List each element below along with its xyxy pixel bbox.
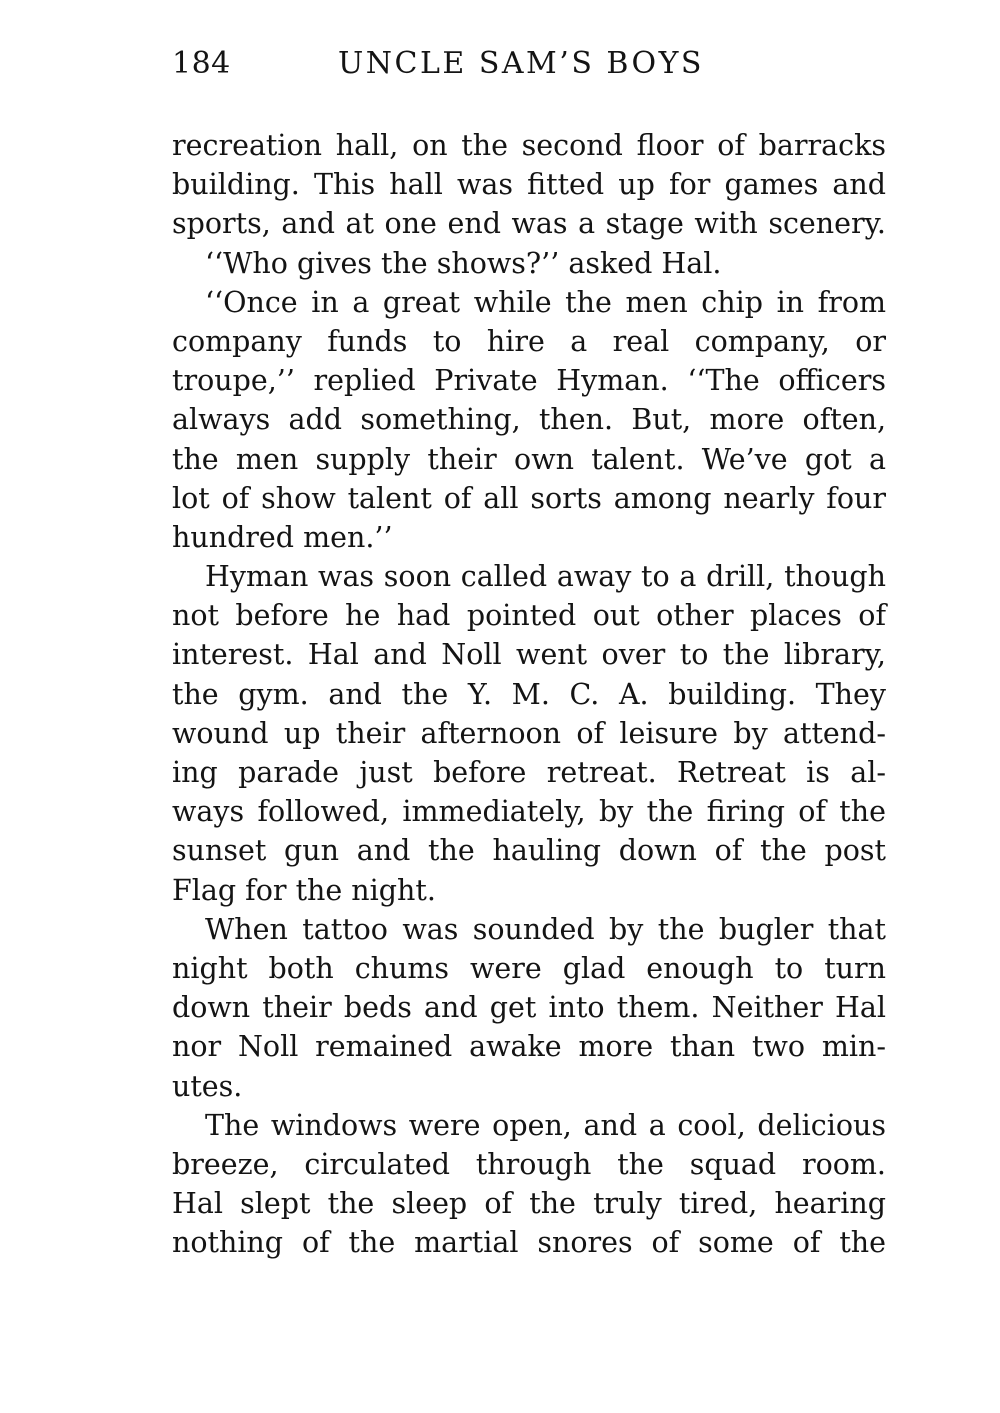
text-line: Hyman was soon called away to a drill, though bbox=[205, 560, 886, 594]
text-line: not before he had pointed out other places of bbox=[172, 599, 886, 633]
text-line: recreation hall, on the second floor of barracks bbox=[172, 129, 886, 162]
page-number: 184 bbox=[172, 46, 231, 81]
text-line: lot of show talent of all sorts among nearly four bbox=[172, 481, 886, 515]
text-line: hundred men.’’ bbox=[172, 520, 393, 554]
text-line: ing parade just before retreat. Retreat is al- bbox=[172, 756, 886, 789]
text-line: nor Noll remained awake more than two min- bbox=[172, 1030, 886, 1064]
text-line: sunset gun and the hauling down of the post bbox=[172, 834, 886, 868]
text-line: company funds to hire a real company, or bbox=[172, 324, 886, 358]
text-line: night both chums were glad enough to turn bbox=[172, 951, 886, 985]
text-line: down their beds and get into them. Neither Hal bbox=[172, 991, 886, 1025]
text-line: ways followed, immediately, by the firing of the bbox=[172, 795, 886, 829]
text-line: ‘‘Who gives the shows?’’ asked Hal. bbox=[205, 246, 722, 280]
text-line: wound up their afternoon of leisure by attend- bbox=[172, 716, 886, 750]
text-line: Hal slept the sleep of the truly tired, hearing bbox=[172, 1187, 886, 1221]
text-line: building. This hall was fitted up for games and bbox=[172, 168, 886, 202]
text-line: troupe,’’ replied Private Hyman. ‘‘The officers bbox=[172, 364, 886, 398]
text-line: the men supply their own talent. We’ve got a bbox=[172, 442, 886, 476]
text-line: always add something, then. But, more often, bbox=[172, 403, 886, 437]
text-line: The windows were open, and a cool, delicious bbox=[205, 1108, 886, 1142]
text-line: breeze, circulated through the squad room. bbox=[172, 1147, 886, 1181]
text-line: utes. bbox=[172, 1069, 243, 1103]
body-text bbox=[172, 126, 886, 1262]
text-line: interest. Hal and Noll went over to the library, bbox=[172, 638, 886, 672]
text-line: nothing of the martial snores of some of the bbox=[172, 1226, 886, 1260]
page-header bbox=[172, 46, 886, 86]
running-head: UNCLE SAM’S BOYS bbox=[338, 46, 704, 81]
text-line: Flag for the night. bbox=[172, 873, 436, 907]
text-line: When tattoo was sounded by the bugler that bbox=[205, 912, 886, 946]
text-line: the gym. and the Y. M. C. A. building. They bbox=[172, 677, 886, 711]
text-line: sports, and at one end was a stage with scenery. bbox=[172, 207, 886, 241]
text-line: ‘‘Once in a great while the men chip in from bbox=[205, 285, 886, 319]
